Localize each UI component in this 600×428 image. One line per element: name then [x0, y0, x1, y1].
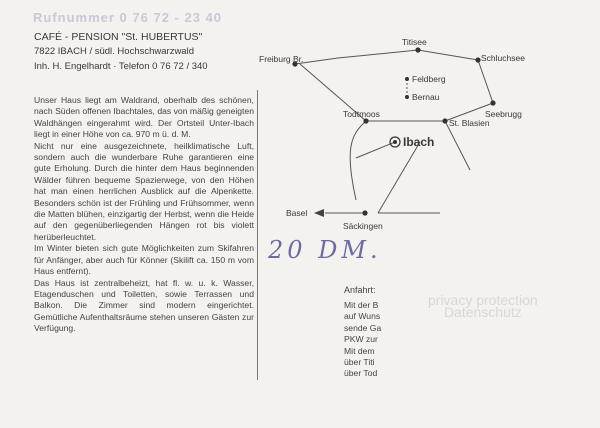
label-freiburg: Freiburg Br.	[259, 54, 304, 64]
road-todtmoos-south	[350, 121, 366, 200]
description-paragraph: Nicht nur eine ausgezeichnete, heilklimatische Luft, sondern auch die wunderbare Ruhe garantieren eine gute Erholung. Durch die hinter dem Haus beginnenden Wälder führen bequeme Spazierwege, von den Höhen hat man einen herrlichen Ausblick auf die Alpenkette. Besonders schön ist der Frühling und Frühsommer, wenn die Matten blühen, einzigartig der Herbst, wenn die Heide auf den gegenüberliegenden Hängen rot bis violett herüberleuchtet.	[34, 140, 254, 242]
handwritten-price: 20 DM.	[268, 236, 382, 264]
watermark-line-2: Datenschutz	[443, 304, 522, 320]
ibach-marker-center-icon	[393, 140, 397, 144]
pension-name: CAFÉ - PENSION "St. HUBERTUS"	[34, 31, 203, 43]
anfahrt-line: sende Ga	[344, 322, 382, 333]
road-stblasien-south	[445, 121, 470, 170]
label-seebrugg: Seebrugg	[485, 109, 522, 119]
dot-bernau-icon	[405, 95, 409, 99]
label-titisee: Titisee	[402, 37, 427, 47]
description-paragraph: Im Winter bieten sich gute Möglichkeiten zum Skifahren für Anfänger, aber auch für Könner (Skilift ca. 150 m vom Haus entfernt).	[34, 243, 254, 277]
dot-seebrugg-icon	[490, 100, 495, 105]
description-paragraph: Das Haus ist zentralbeheizt, hat fl. w. u. k. Wasser, Etagenduschen und Toiletten, sowie Terrassen und Balkon. Die Zimmer sind modern eingerichtet. Gemütliche Aufenthaltsräume stehen unseren Gästen zur Verfügung.	[34, 277, 254, 334]
road-ibach-spur	[356, 142, 395, 158]
dot-titisee-icon	[415, 47, 420, 52]
road-ibach-saeckingen	[378, 142, 420, 213]
label-todtmoos: Todtmoos	[343, 109, 380, 119]
road-freiburg-schluchsee	[295, 50, 478, 64]
anfahrt-line: auf Wuns	[344, 311, 381, 322]
label-basel: Basel	[286, 208, 308, 218]
label-saeckingen: Säckingen	[343, 221, 383, 231]
label-ibach: Ibach	[403, 135, 435, 149]
anfahrt-line: PKW zur	[344, 334, 378, 345]
dot-todtmoos-icon	[363, 118, 368, 123]
dot-saeckingen-icon	[362, 210, 367, 215]
dot-stblasien-icon	[442, 118, 447, 123]
anfahrt-title: Anfahrt:	[344, 285, 376, 295]
faded-phone-number: Rufnummer 0 76 72 - 23 40	[33, 10, 223, 25]
arrow-basel-icon	[314, 209, 324, 217]
label-st-blasien: St. Blasien	[449, 118, 490, 128]
label-feldberg: Feldberg	[412, 74, 446, 84]
road-schluchsee-seebrugg	[478, 60, 493, 103]
description-paragraph: Unser Haus liegt am Waldrand, oberhalb des schönen, nach Süden offenen Ibachtales, das von mäßig geneigten Waldhängen eingerahmt wird. Der Ortsteil Unter-Ibach liegt in einer Höhe von ca. 970 m ü. d. M.	[34, 95, 254, 140]
pension-owner-phone: Inh. H. Engelhardt · Telefon 0 76 72 / 340	[34, 61, 208, 72]
label-bernau: Bernau	[412, 92, 440, 102]
anfahrt-line: über Tod	[344, 368, 378, 379]
privacy-watermark	[428, 294, 538, 318]
label-schluchsee: Schluchsee	[481, 53, 525, 63]
dot-schluchsee-icon	[475, 57, 480, 62]
anfahrt-line: Mit dem	[344, 345, 375, 356]
anfahrt-line: Mit der B	[344, 300, 379, 310]
pension-address: 7822 IBACH / südl. Hochschwarzwald	[34, 46, 194, 57]
anfahrt-line: über Titi	[344, 357, 375, 368]
watermark-line-1: privacy protection	[428, 292, 538, 308]
anfahrt-text	[344, 300, 390, 380]
dot-feldberg-icon	[405, 77, 409, 81]
